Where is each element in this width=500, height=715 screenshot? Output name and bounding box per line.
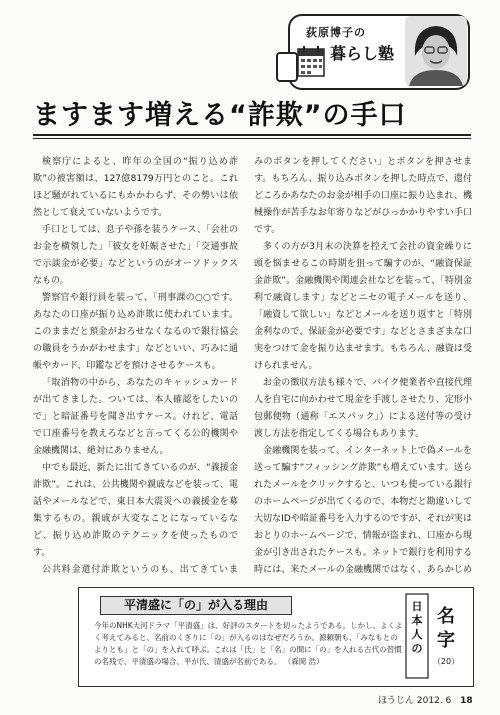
author-label: 荻原博子の	[306, 26, 366, 39]
feature-series-label	[404, 592, 464, 680]
paragraph: 金融機関を装って、インターネット上で偽メールを送って騙す“フィッシング詐欺”も増えています。送られたメールをクリックすると、いつも使っている銀行のホームページが出てくるので、本物だと勘違いして大切なIDや暗証番号を入力するのですが、それが実はおとりのホームページで、情報が盗まれ、口座から現金が引き出されたケースも。ネットで銀行を利用する時には、来たメールの金融機関ではなく、あらかじめ	[254, 446, 472, 575]
page-folio	[378, 693, 473, 706]
svg-text:（20）: （20）	[432, 657, 460, 666]
svg-text:の: の	[411, 642, 423, 655]
page-number: 18	[460, 696, 473, 706]
article-title: ますます増える“詐欺”の手口	[33, 100, 407, 131]
paragraph: 多くの方が3月末の決算を控えて会社の資金繰りに頭を悩ませるこの時期を狙って騙すのが、“融資保証金詐欺”。金融機関や関連会社などを装って、「特別金利で融資します」などとニセの電子メールを送り、「融資して欲しい」などとメールを送り返すと「特別金利なので、保証金が必要です」などとさまざまな口実をつけて金を振り込ませます。もちろん、融資は受けられません。	[254, 242, 472, 371]
paragraph: 手口としては、息子や孫を装うケース、「会社のお金を横領した」「彼女を妊娠させた」「交通事故で示談金が必要」などというのがオーソドックスなもの。	[33, 225, 238, 286]
feature-body	[94, 620, 404, 682]
feature-byline: （森岡 浩）	[283, 657, 324, 666]
svg-text:字: 字	[437, 630, 455, 651]
title-rule	[33, 134, 471, 136]
paragraph: みのボタンを押してください」とボタンを押させます。もちろん、振り込みボタンを押した時点で、還付どころかあなたのお金が相手の口座に振り込まれ、機械操作が苦手なお年寄りなどがひっかかりやすい手口です。	[254, 157, 472, 235]
issue-date: 2012. 6	[416, 696, 452, 706]
article-column-right	[254, 154, 472, 579]
paragraph: 「取消物の中から、あなたのキャッシュカードが出てきました。ついては、本人確認をしたいので」と暗証番号を聞き出すケース。けれど、電話で口座番号を教えろなどと言ってくる公的機関や金融機関は、絶対にありません。	[33, 378, 238, 456]
svg-text:名: 名	[437, 606, 455, 627]
paragraph: 警察官や銀行員を装って、「刑事課の○○です。あなたの口座が振り込め詐欺に使われています。このままだと預金がおろせなくなるので銀行協会の職員をうかがわせます」などといい、巧みに通帳やカード、印鑑などを預けさせるケースも。	[33, 293, 238, 371]
author-portrait	[405, 16, 467, 86]
paragraph: お金の徴収方法も様々で、バイク便業者や直接代理人を自宅に向かわせて現金を手渡しさせたり、定形小包郵便物（通称「エスパック」）による送付等の受け渡し方法を指定してくる場合もあります。	[254, 378, 472, 439]
paragraph: 公共料金還付詐欺というのも、出てきていま	[42, 565, 238, 575]
series-title: 暮らし塾	[330, 44, 395, 63]
svg-text:人: 人	[411, 628, 423, 641]
svg-text:日: 日	[411, 600, 423, 613]
svg-text:本: 本	[411, 614, 423, 627]
paragraph: 中でも最近、新たに出てきているのが、“義援金詐欺”。これは、公共機関や親戚などを装って、電話やメールなどで、東日本大震災への義援金を募集するもの。親戚が大変なことになっているなど、振り込め詐欺のテクニックを使ったものです。	[33, 463, 238, 558]
magazine-name: ほうじん	[378, 696, 415, 706]
calendar-icon	[296, 44, 326, 78]
article-column-left	[33, 154, 238, 579]
title-rule-thin	[33, 138, 471, 139]
paragraph: 検察庁によると、昨年の全国の“振り込め詐欺”の被害額は、127億8179万円とのこと。これほど騒がれているにもかかわらず、その勢いは依然として衰えていないようです。	[33, 157, 238, 218]
feature-title: 平清盛に「の」が入る理由	[100, 596, 292, 615]
feature-body-text: 今年のNHK大河ドラマ「平清盛」は、好評のスタートを切ったようである。しかし、よくよく考えてみると、名前のくぎりに「の」が入るのはなぜだろうか。源頼朝も、「みなもとのよりとも」と「の」を入れて呼ぶ。これは「氏」と「名」の間に「の」を入れる古代の習慣の名残で、平清盛の場合、平が氏、清盛が名前である。	[94, 621, 403, 666]
header-side-tab	[276, 52, 298, 82]
